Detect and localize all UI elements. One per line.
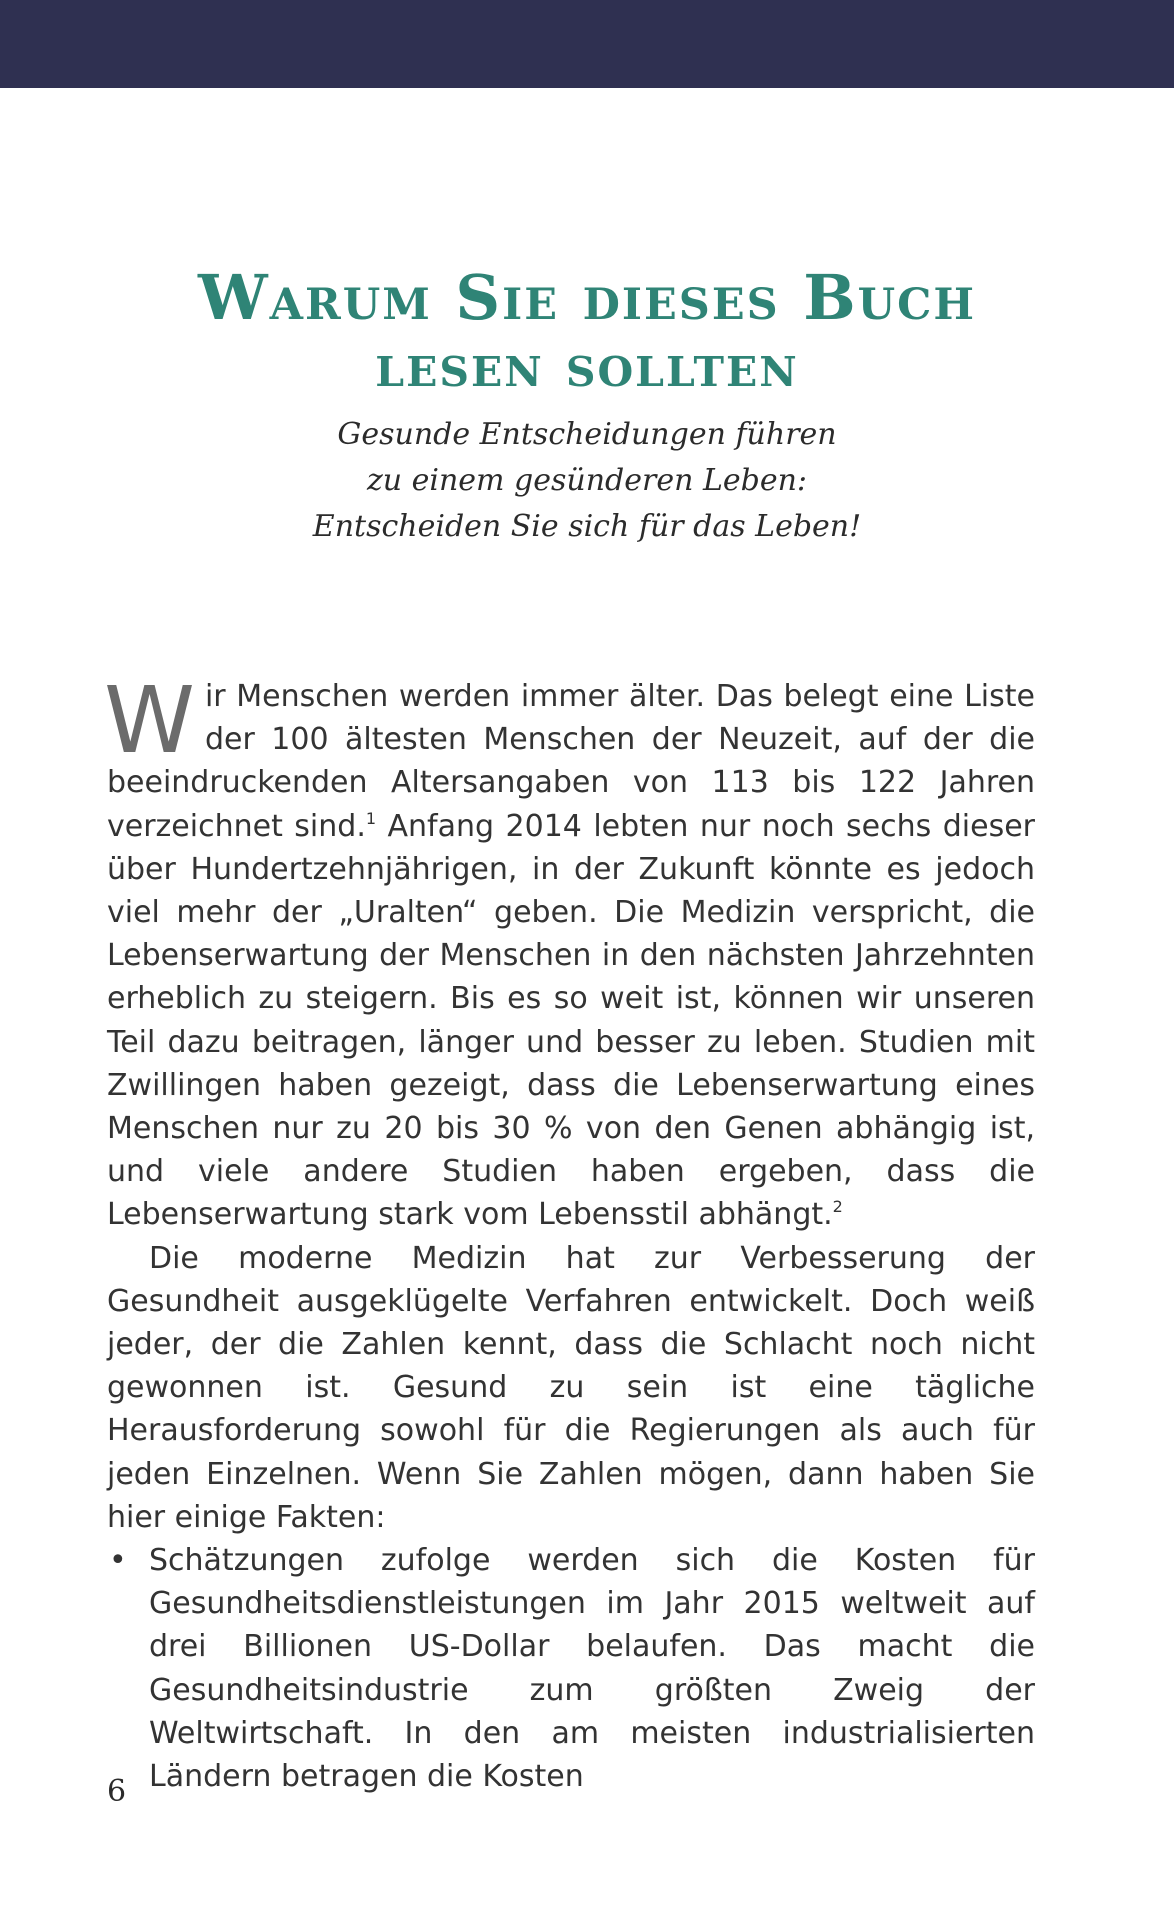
list-item-text: Schätzungen zufolge werden sich die Kosten für Gesundheitsdienstleistungen im Jahr 2015 weltweit auf drei Billionen US-Dollar belaufen. Das macht die Gesundheitsindustrie zum größten Zweig der Weltwirtschaft. In den am meisten industrialisierten Ländern betragen die Kosten: [149, 1543, 1035, 1795]
body-text: [104, 667, 1035, 1798]
chapter-title-line2: lesen sollten: [375, 332, 799, 400]
top-color-band: [0, 0, 1174, 88]
motto-line2: zu einem gesünderen Leben:: [366, 463, 808, 498]
motto-line1: Gesunde Entscheidungen führen: [337, 417, 837, 452]
drop-cap: W: [104, 667, 195, 774]
paragraph-1: [104, 667, 1035, 1237]
paragraph-1-text-b: Anfang 2014 lebten nur noch sechs dieser über Hundertzehnjährigen, in der Zukunft könnte es jedoch viel mehr der „Uralten“ geben. Die Medizin verspricht, die Lebenserwartung der Menschen in den nächsten Jahrzehnten erheblich zu steigern. Bis es so weit ist, können wir unseren Teil dazu beitragen, länger und besser zu leben. Studien mit Zwillingen haben gezeigt, dass die Lebenserwartung eines Menschen nur zu 20 bis 30 % von den Genen abhängig ist, und viele andere Studien haben ergeben, dass die Lebenserwartung stark vom Lebensstil abhängt.: [107, 808, 1035, 1233]
paragraph-2: Die moderne Medizin hat zur Verbesserung der Gesundheit ausgeklügelte Verfahren entwickelt. Doch weiß jeder, der die Zahlen kennt, dass die Schlacht noch nicht gewonnen ist. Gesund zu sein ist eine tägliche Herausforderung sowohl für die Regierungen als auch für jeden Einzelnen. Wenn Sie Zahlen mögen, dann haben Sie hier einige Fakten:: [107, 1240, 1035, 1535]
bullet-icon: •: [109, 1543, 127, 1579]
chapter-motto: [0, 412, 1174, 550]
chapter-title: [0, 262, 1174, 398]
footnote-ref-1: 1: [365, 808, 377, 828]
footnote-ref-2: 2: [832, 1197, 843, 1217]
motto-line3: Entscheiden Sie sich für das Leben!: [312, 509, 862, 544]
facts-list: [107, 1539, 1035, 1798]
paragraph-1-text-a: ir Menschen werden immer älter. Das belegt eine Liste der 100 ältesten Menschen der Neuzeit, auf der die beeindruckenden Altersangaben von 113 bis 122 Jahren verzeichnet sind.: [107, 679, 1035, 844]
chapter-title-line1: Warum Sie dieses Buch: [197, 261, 977, 334]
list-item: [107, 1539, 1035, 1798]
page-number: 6: [107, 1774, 127, 1809]
